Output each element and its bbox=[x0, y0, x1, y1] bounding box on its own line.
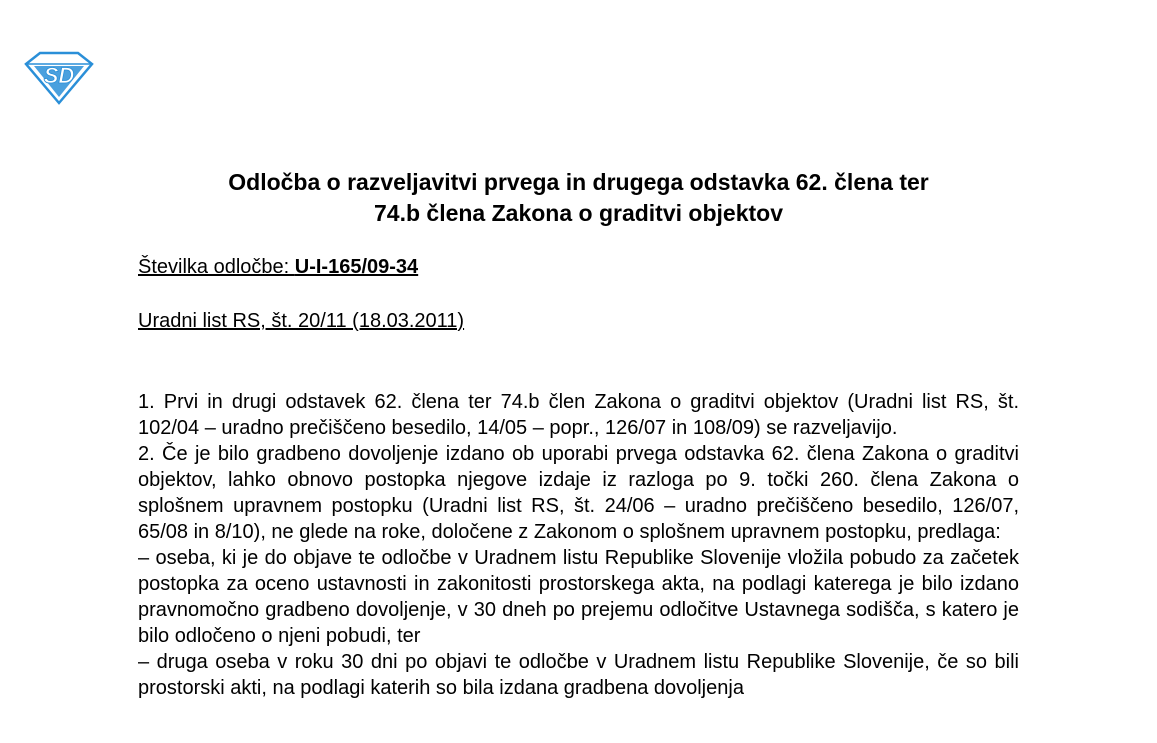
sd-shield-logo-icon bbox=[22, 50, 96, 106]
official-gazette-reference: Uradni list RS, št. 20/11 (18.03.2011) bbox=[138, 310, 465, 332]
paragraph-2: 2. Če je bilo gradbeno dovoljenje izdano ob uporabi prvega odstavka 62. člena Zakona o graditvi objektov, lahko obnovo postopka njegove izdaje iz razloga po 9. točki 260. člena Zakona o splošnem upravnem postopku (Uradni list RS, št. 24/06 – uradno prečiščeno besedilo, 126/07, 65/08 in 8/10), ne glede na roke, določene z Zakonom o splošnem upravnem postopku, predlaga: bbox=[138, 443, 1019, 543]
document-body bbox=[138, 389, 1019, 701]
paragraph-4: – druga oseba v roku 30 dni po objavi te odločbe v Uradnem listu Republike Slovenije, če so bili prostorski akti, na podlagi katerih so bila izdana gradbena dovoljenja bbox=[138, 651, 1019, 699]
document-title bbox=[100, 167, 1057, 229]
paragraph-1: 1. Prvi in drugi odstavek 62. člena ter 74.b člen Zakona o graditvi objektov (Uradni list RS, št. 102/04 – uradno prečiščeno besedilo, 14/05 – popr., 126/07 in 108/09) se razveljavijo. bbox=[138, 391, 1019, 439]
logo-letters: SD bbox=[43, 63, 75, 88]
paragraph-3: – oseba, ki je do objave te odločbe v Uradnem listu Republike Slovenije vložila pobudo za začetek postopka za oceno ustavnosti in zakonitosti prostorskega akta, na podlagi katerega je bilo izdano pravnomočno gradbeno dovoljenje, v 30 dneh po prejemu odločitve Ustavnega sodišča, s katero je bilo odločeno o njeni pobudi, ter bbox=[138, 547, 1019, 647]
title-line-1: Odločba o razveljavitvi prvega in drugega odstavka 62. člena ter bbox=[228, 169, 929, 195]
decision-number-label: Številka odločbe: bbox=[138, 256, 295, 278]
decision-number bbox=[138, 255, 418, 279]
title-line-2: 74.b člena Zakona o graditvi objektov bbox=[373, 200, 783, 226]
decision-number-value: U-I-165/09-34 bbox=[294, 256, 419, 278]
